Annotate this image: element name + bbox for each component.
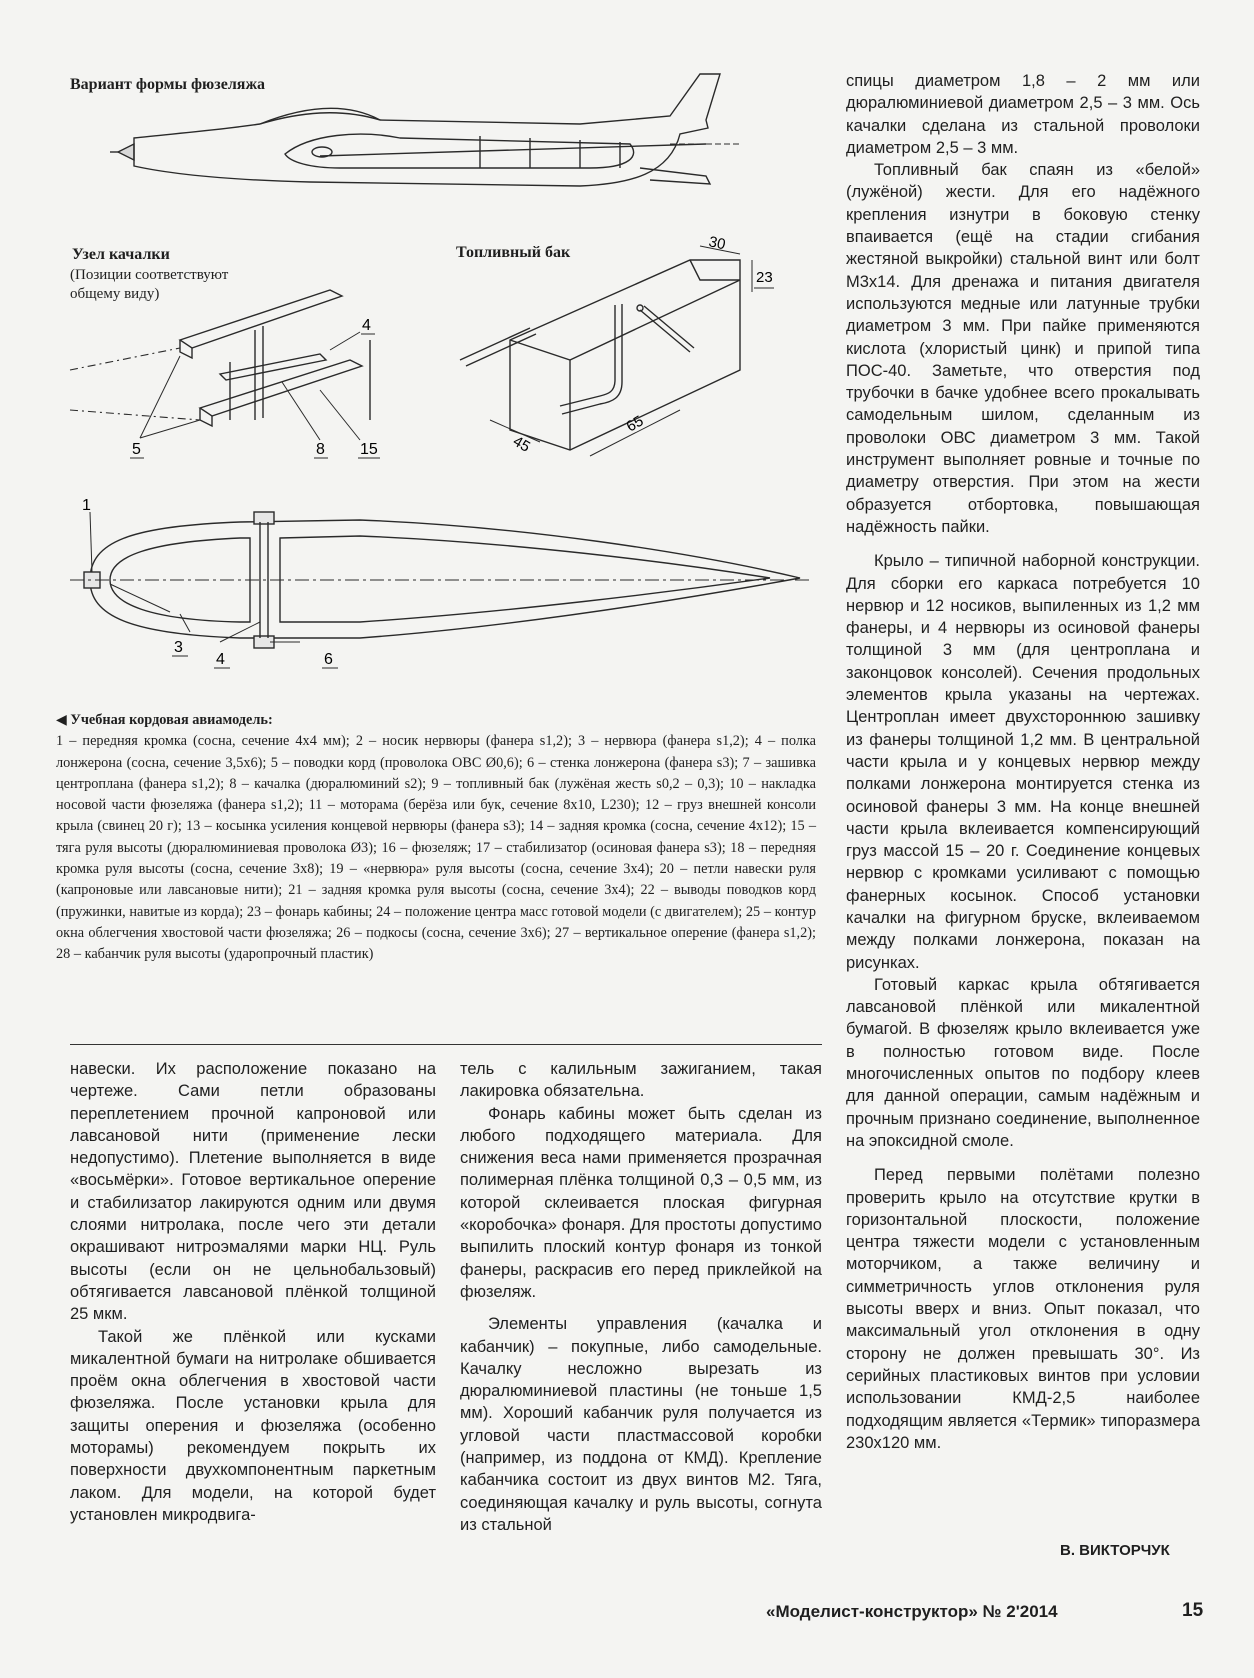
wing-label-4: 4 [216, 651, 225, 668]
middle-paragraph: тель с калильным зажиганием, такая лакировка обязательна. [460, 1060, 822, 1101]
tank-figure-title: Топливный бак [456, 244, 571, 261]
caption-text: 1 – передняя кромка (сосна, сечение 4х4 мм); 2 – носик нервюры (фанера s1,2); 3 – нервюра (фанера s1,2); 4 – полка лонжерона (сосна, сечение 3,5х6); 5 – поводки корд (проволока ОВС Ø0,6); 6 – стенка лонжерона (фанера s3); 7 – зашивка центроплана (фанера s1,2); 8 – качалка (дюралюминий s2); 9 – топливный бак (лужёная жесть s0,2 – 0,3); 10 – накладка носовой части фюзеляжа (фанера s1,2); 11 – моторама (берёза или бук, сечение 8х10, L230); 12 – груз внешней консоли крыла (свинец 20 г); 13 – косынка усиления концевой нервюры (фанера s3); 14 – задняя кромка (сосна, сечение 4х12); 15 – тяга руля высоты (дюралюминиевая проволока Ø3); 16 – фюзеляж; 17 – стабилизатор (осиновая фанера s3); 18 – передняя кромка руля высоты (сосна, сечение 3х8); 19 – «нервюра» руля высоты (сосна, сечение 3х4); 20 – петли навески руля (капроновые или лавсановые нити); 21 – задняя кромка руля высоты (сосна, сечение 3х4); 22 – выводы поводков корд (пружинки, навитые из корда); 23 – фонарь кабины; 24 – положение центра масс готовой модели (с двигателем); 25 – контур окна облегчения хвостовой части фюзеляжа; 26 – подкосы (сосна, сечение 3х6); 27 – вертикальное оперение (фанера s1,2); 28 – кабанчик руля высоты (ударопрочный пластик) [56, 733, 816, 963]
right-paragraph: Топливный бак спаян из «белой» (лужёной) жести. Для его надёжного крепления изнутри в боковую стенку впаивается (ещё на стадии сгибания жестяной выкройки) стальной винт или болт М3х14. Для дренажа и питания двигателя используются медные или латунные трубки диаметром 3 мм. При пайке применяются кислота (хлористый цинк) и припой типа ПОС-40. Заметьте, что отверстия под трубочки в бачке удобнее всего прокалывать самодельным шилом, сделанным из проволоки ОВС диаметром 3 мм. Такой инструмент выполняет ровные и точные по диаметру отверстия. При этом на жести образуется отбортовка, повышающая надёжность пайки. [846, 161, 1200, 536]
fuselage-drawing [110, 64, 750, 214]
right-paragraph: Крыло – типичной наборной конструкции. Для сборки его каркаса потребуется 10 нервюр и 12 носиков, выпиленных из 1,2 мм фанеры, и 4 нервюры из осиновой фанеры толщиной 3 мм (для центроплана и законцовок консолей). Сечения продольных элементов крыла указаны на чертежах. Центроплан имеет двухстороннюю зашивку из фанеры толщиной 1,2 мм. В центральной части крыла и у концевых нервюр между полками лонжерона монтируется стенка из осиновой фанеры 3 мм. На конце внешней части крыла вклеивается компенсирующий груз массой 15 – 20 г. Соединение концевых нервюр с кромками усиливают с помощью фанерных косынок. Способ установки качалки на фигурном бруске, вклеиваемом между полками лонжерона, показан на рисунках. [846, 552, 1200, 972]
tank-dim-top: 30 [707, 233, 728, 254]
rocker-figure-title: Узел качалки [72, 246, 170, 263]
tank-dim-length: 65 [623, 412, 647, 436]
left-paragraph: Такой же плёнкой или кусками микалентной бумаги на нитролаке обшивается проём окна облегчения в хвостовой части фюзеляжа. После установки крыла для защиты оперения и фюзеляжа (особенно моторамы) рекомендуем покрыть их поверхности двухкомпонентным паркетным лаком. Для модели, на которой будет установлен микродвига- [70, 1327, 436, 1524]
right-column [846, 70, 1200, 1454]
caption-title: Учебная кордовая авиамодель: [70, 712, 273, 728]
section-divider [70, 1044, 822, 1045]
wing-label-1: 1 [82, 497, 91, 514]
fuselage-figure-title: Вариант формы фюзеляжа [70, 76, 266, 93]
right-paragraph: Готовый каркас крыла обтягивается лавсановой плёнкой или микалентной бумагой. В фюзеляж крыло вклеивается уже в полностью готовом виде. После многочисленных опытов по подбору клеев для данной операции, самым надёжным и прочным признано соединение, выполненное на эпоксидной смоле. [846, 975, 1200, 1150]
right-paragraph: спицы диаметром 1,8 – 2 мм или дюралюминиевой диаметром 2,5 – 3 мм. Ось качалки сделана из стальной проволоки диаметром 2,5 – 3 мм. [846, 72, 1200, 157]
rocker-label-8: 8 [316, 441, 325, 458]
rocker-label-15: 15 [360, 441, 378, 458]
footer-magazine-title: «Моделист-конструктор» № 2'2014 [766, 1602, 1058, 1621]
middle-column [460, 1058, 822, 1536]
middle-paragraph: Фонарь кабины может быть сделан из любого подходящего материала. Для снижения веса нами применяется прозрачная полимерная плёнка толщиной 0,3 – 0,5 мм, из которой склеивается плоская фигурная «коробочка» фонаря. Для простоты допустимо выпилить плоский контур фонаря из тонкой фанеры, раскрасив его перед приклейкой на фюзеляж. [460, 1104, 822, 1301]
tank-dim-width: 45 [510, 432, 533, 456]
tank-dim-side: 23 [756, 269, 773, 286]
figure-caption [56, 710, 816, 966]
caption-arrow-icon: ◀ [56, 713, 67, 728]
wing-section-drawing [70, 497, 810, 682]
rocker-figure-subtitle: (Позиции соответствуют общему виду) [70, 267, 229, 302]
page-number: 15 [1182, 1600, 1204, 1621]
middle-paragraph: Элементы управления (качалка и кабанчик) – покупные, либо самодельные. Качалку несложно вырезать из дюралюминиевой пластины (не тоньше 1,5 мм). Хороший кабанчик руля получается из угловой части пластмассовой коробки (например, из поддона от КМД). Крепление кабанчика состоит из двух винтов М2. Тяга, соединяющая качалку и руль высоты, согнута из стальной [460, 1315, 822, 1534]
author-signature: В. ВИКТОРЧУК [1060, 1542, 1170, 1559]
rocker-assembly-drawing [70, 270, 440, 490]
rocker-label-4: 4 [362, 317, 371, 334]
left-column [70, 1058, 436, 1526]
right-paragraph: Перед первыми полётами полезно проверить крыло на отсутствие крутки в горизонтальной плоскости, положение центра тяжести модели с установленным моторчиком, а также величину и симметричность углов отклонения руля высоты вверх и вниз. Опыт показал, что максимальный угол отклонения в одну сторону не должен превышать 30°. Из серийных пластиковых винтов при условии использовании КМД-2,5 наиболее подходящим является «Термик» типоразмера 230х120 мм. [846, 1166, 1200, 1452]
rocker-label-5: 5 [132, 441, 141, 458]
wing-label-3: 3 [174, 639, 183, 656]
fuel-tank-drawing [440, 220, 810, 490]
left-paragraph: навески. Их расположение показано на чертеже. Сами петли образованы переплетением прочной капроновой или лавсановой нити (применение лески недопустимо). Плетение выполняется в виде «восьмёрки». Готовое вертикальное оперение и стабилизатор лакируются одним или двумя слоями нитролака, после чего эти детали окрашивают нитроэмалями марки НЦ. Руль высоты (если он не цельнобальзовый) обтягивается лавсановой плёнкой толщиной 25 мкм. [70, 1060, 436, 1324]
wing-label-6: 6 [324, 651, 333, 668]
